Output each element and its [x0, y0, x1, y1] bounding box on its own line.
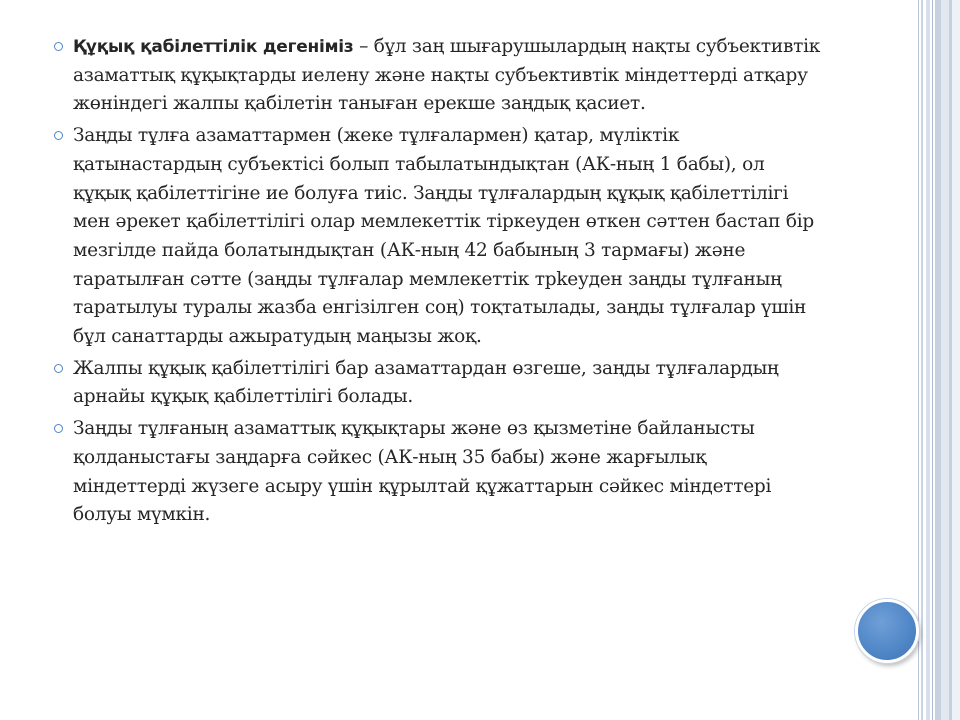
bullet-circle-icon	[54, 424, 63, 433]
bullet-item	[52, 415, 822, 530]
definition-term: Құқық қабілеттілік дегеніміз	[73, 37, 354, 57]
bullet-item	[52, 355, 822, 412]
bullet-text: Заңды тұлғаның азаматтық құқықтары және өз қызметіне байланысты қолданыстағы заңдарға сәйкес (АК-ның 35 бабы) және жарғылық міндеттерді жүзеге асыру үшін құрылтай құжаттарын сәйкес міндеттері болуы мүмкін.	[73, 418, 772, 526]
bullet-circle-icon	[54, 364, 63, 373]
decorative-stripe	[926, 0, 930, 720]
bullet-text: – бұл заң шығарушылардың нақты субъективтік азаматтық құқықтарды иелену және нақты субъективтік міндеттерді атқару жөніндегі жалпы қабілетін таныған ерекше заңдық қасиет.	[73, 36, 821, 115]
bullet-list	[52, 33, 822, 530]
decorative-stripe	[935, 0, 960, 720]
bullet-item	[52, 33, 822, 119]
decorative-stripe	[932, 0, 933, 720]
bullet-circle-icon	[54, 131, 63, 140]
slide-body	[52, 33, 822, 533]
bullet-circle-icon	[54, 42, 63, 51]
bullet-text: Заңды тұлға азаматтармен (жеке тұлғалармен) қатар, мүліктік қатынастардың субъектісі болып табылатындықтан (АК-ның 1 бабы), ол құқық қабілеттігіне ие болуға тиіс. Заңды тұлғалардың құқық қабілеттілігі мен әрекет қабілеттілігі олар мемлекеттік тіркеуден өткен сәттен бастап бір мезгілде пайда болатындықтан (АК-ның 42 бабының 3 тармағы) және таратылған сәтте (заңды тұлғалар мемлекеттік трkеуден заңды тұлғаның таратылуы туралы жазба енгізілген соң) тоқтатылады, заңды тұлғалар үшін бұл санаттарды ажыратудың маңызы жоқ.	[73, 125, 814, 348]
decorative-stripe	[921, 0, 923, 720]
decorative-circle	[855, 599, 919, 663]
decorative-stripe	[918, 0, 919, 720]
bullet-item	[52, 122, 822, 352]
bullet-text: Жалпы құқық қабілеттілігі бар азаматтардан өзгеше, заңды тұлғалардың арнайы құқық қабілеттілігі болады.	[73, 357, 779, 408]
